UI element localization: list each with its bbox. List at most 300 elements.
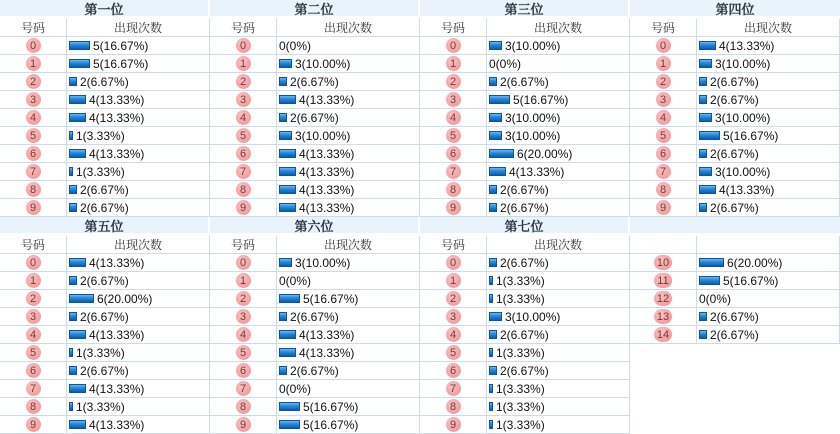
number-cell [0,290,67,308]
number-cell [0,181,67,199]
table-row [210,362,420,380]
frequency-cell [67,398,210,416]
frequency-label: 4(13.33%) [299,164,355,179]
table-row [0,308,210,326]
frequency-label: 5(16.67%) [303,399,359,414]
table-title [630,217,840,236]
frequency-cell [697,37,840,55]
number-cell [630,91,697,109]
number-badge: 5 [236,345,251,360]
frequency-label: 2(6.67%) [710,146,759,161]
frequency-cell [487,127,630,145]
frequency-cell [697,109,840,127]
number-badge: 1 [26,273,41,288]
frequency-cell [67,416,210,434]
number-badge: 0 [236,38,251,53]
frequency-label: 3(10.00%) [295,255,351,270]
table-row [630,145,840,163]
number-cell [210,254,277,272]
number-badge: 3 [446,92,461,107]
table-row [0,199,210,217]
number-cell [210,272,277,290]
frequency-label: 4(13.33%) [299,92,355,107]
number-badge: 4 [446,327,461,342]
frequency-label: 2(6.67%) [290,110,339,125]
frequency-label: 1(3.33%) [496,381,545,396]
number-cell [420,398,487,416]
frequency-cell [487,73,630,91]
frequency-bar [69,258,86,267]
frequency-cell [277,109,420,127]
number-badge: 11 [654,273,671,288]
number-cell [210,145,277,163]
table-row [630,91,840,109]
frequency-bar [69,203,77,212]
number-cell [630,326,697,344]
frequency-cell [697,127,840,145]
number-badge: 8 [26,182,41,197]
table-row [420,199,630,217]
number-cell [0,73,67,91]
table-row [420,326,630,344]
position-table-4 [630,0,840,217]
number-badge: 4 [26,327,41,342]
number-cell [420,127,487,145]
number-cell [420,380,487,398]
frequency-label: 3(10.00%) [505,110,561,125]
number-badge: 2 [26,74,41,89]
table-row [210,145,420,163]
column-header-number: 号码 [420,19,487,37]
frequency-cell [277,398,420,416]
number-cell [210,344,277,362]
frequency-label: 2(6.67%) [80,200,129,215]
frequency-bar [489,131,502,140]
frequency-bar [279,330,296,339]
number-cell [0,91,67,109]
frequency-label: 2(6.67%) [710,74,759,89]
frequency-bar [69,185,77,194]
frequency-cell [697,199,840,217]
table-row [0,73,210,91]
number-cell [630,55,697,73]
frequency-label: 2(6.67%) [500,255,549,270]
number-badge: 1 [26,56,41,71]
column-header-frequency: 出现次数 [277,236,420,254]
number-cell [0,308,67,326]
frequency-bar [699,167,712,176]
frequency-label: 4(13.33%) [89,92,145,107]
number-badge: 10 [654,255,672,270]
number-cell [420,272,487,290]
table-row [210,254,420,272]
table-row [420,127,630,145]
number-badge: 1 [446,273,461,288]
frequency-bar [699,258,724,267]
number-cell [420,37,487,55]
number-badge: 7 [26,381,41,396]
frequency-bar [489,95,510,104]
frequency-cell [487,181,630,199]
frequency-bar [69,59,90,68]
number-badge: 2 [446,291,461,306]
frequency-label: 1(3.33%) [496,345,545,360]
number-cell [630,109,697,127]
frequency-bar [699,77,707,86]
frequency-bar [279,312,287,321]
frequency-cell [67,308,210,326]
column-header-number: 号码 [630,19,697,37]
number-badge: 7 [656,164,671,179]
frequency-bar [69,149,86,158]
frequency-label: 2(6.67%) [710,309,759,324]
frequency-bar [279,131,292,140]
frequency-label: 0(0%) [279,381,312,396]
table-row [0,145,210,163]
frequency-label: 2(6.67%) [80,273,129,288]
frequency-label: 2(6.67%) [500,327,549,342]
table-row [420,272,630,290]
frequency-label: 1(3.33%) [496,399,545,414]
number-cell [630,199,697,217]
table-row [420,145,630,163]
frequency-label: 0(0%) [279,38,312,53]
table-row [210,326,420,344]
column-header-frequency: 出现次数 [67,236,210,254]
frequency-label: 4(13.33%) [89,255,145,270]
number-cell [0,362,67,380]
number-cell [210,181,277,199]
table-row [420,398,630,416]
number-cell [0,416,67,434]
number-badge: 3 [236,309,251,324]
number-cell [0,37,67,55]
frequency-label: 1(3.33%) [76,345,125,360]
table-row [630,199,840,217]
table-row [630,290,840,308]
table-header-row [210,236,420,254]
frequency-bar [699,203,707,212]
table-row [420,254,630,272]
frequency-label: 5(16.67%) [723,128,779,143]
frequency-label: 4(13.33%) [89,381,145,396]
number-cell [0,109,67,127]
number-badge: 3 [26,309,41,324]
frequency-cell [67,55,210,73]
number-badge: 3 [236,92,251,107]
frequency-bar [69,402,73,411]
frequency-label: 0(0%) [489,56,522,71]
frequency-bar [699,131,720,140]
number-cell [630,163,697,181]
number-badge: 3 [26,92,41,107]
frequency-cell [487,163,630,181]
frequency-cell [277,290,420,308]
frequency-bar [279,258,292,267]
frequency-cell [697,91,840,109]
frequency-label: 2(6.67%) [80,363,129,378]
frequency-cell [487,416,630,434]
table-row [630,181,840,199]
frequency-label: 4(13.33%) [719,38,775,53]
frequency-cell [277,199,420,217]
frequency-bar [279,203,296,212]
number-cell [630,73,697,91]
number-cell [0,326,67,344]
frequency-label: 2(6.67%) [500,74,549,89]
table-row [420,109,630,127]
number-badge: 12 [654,291,672,306]
frequency-cell [487,398,630,416]
number-badge: 1 [236,56,251,71]
frequency-cell [277,163,420,181]
frequency-label: 3(10.00%) [295,128,351,143]
frequency-label: 3(10.00%) [295,56,351,71]
frequency-label: 5(16.67%) [93,38,149,53]
frequency-label: 5(16.67%) [723,273,779,288]
table-row [420,344,630,362]
number-cell [210,398,277,416]
table-row [420,163,630,181]
frequency-label: 1(3.33%) [76,164,125,179]
frequency-cell [67,380,210,398]
number-cell [630,127,697,145]
frequency-label: 5(16.67%) [513,92,569,107]
frequency-cell [67,91,210,109]
table-row [630,254,840,272]
table-row [210,109,420,127]
frequency-label: 6(20.00%) [517,146,573,161]
number-cell [630,254,697,272]
frequency-bar [279,149,296,158]
table-title: 第六位 [210,217,420,236]
number-badge: 4 [656,110,671,125]
frequency-bar [69,77,77,86]
frequency-cell [487,380,630,398]
frequency-label: 2(6.67%) [500,363,549,378]
frequency-bar [279,366,287,375]
number-cell [210,199,277,217]
frequency-bar [489,167,506,176]
frequency-bar [279,77,287,86]
frequency-bar [699,185,716,194]
number-badge: 9 [446,200,461,215]
frequency-label: 2(6.67%) [290,309,339,324]
table-row [210,398,420,416]
table-title: 第三位 [420,0,630,19]
number-badge: 7 [26,164,41,179]
table-row [630,127,840,145]
frequency-cell [67,181,210,199]
frequency-bar [69,113,86,122]
frequency-bar [489,294,493,303]
frequency-cell [697,272,840,290]
table-row [420,416,630,434]
table-header-row [420,236,630,254]
column-header-frequency: 出现次数 [487,19,630,37]
frequency-label: 4(13.33%) [299,327,355,342]
frequency-bar [699,41,716,50]
table-row [0,272,210,290]
frequency-bar [489,330,497,339]
frequency-cell [697,73,840,91]
frequency-bar [69,41,90,50]
column-header-number [630,236,697,254]
number-cell [0,380,67,398]
number-badge: 14 [654,327,672,342]
table-row [630,163,840,181]
number-cell [420,416,487,434]
frequency-cell [277,272,420,290]
frequency-bar [699,312,707,321]
frequency-cell [697,55,840,73]
number-badge: 7 [446,164,461,179]
number-cell [210,362,277,380]
position-table-2 [210,0,420,217]
table-row [210,308,420,326]
number-badge: 6 [656,146,671,161]
number-badge: 6 [446,146,461,161]
position-table-6 [210,217,420,434]
number-cell [630,272,697,290]
frequency-cell [67,145,210,163]
column-header-number: 号码 [210,236,277,254]
number-cell [0,199,67,217]
frequency-label: 1(3.33%) [76,128,125,143]
frequency-bar [69,420,86,429]
number-badge: 5 [656,128,671,143]
number-cell [210,380,277,398]
table-row [210,199,420,217]
table-row [420,362,630,380]
table-row [0,416,210,434]
frequency-label: 3(10.00%) [715,164,771,179]
number-cell [630,181,697,199]
column-header-number: 号码 [210,19,277,37]
table-row [420,181,630,199]
number-badge: 2 [236,291,251,306]
number-badge: 9 [26,200,41,215]
number-badge: 8 [26,399,41,414]
frequency-bar [699,330,707,339]
position-table-5 [0,217,210,434]
table-row [420,380,630,398]
number-badge: 8 [446,399,461,414]
frequency-bar [489,77,497,86]
frequency-bar [699,149,707,158]
frequency-cell [487,199,630,217]
frequency-bar [489,185,497,194]
table-row [0,362,210,380]
number-badge: 0 [656,38,671,53]
frequency-cell [67,73,210,91]
table-row [420,37,630,55]
frequency-label: 5(16.67%) [303,417,359,432]
column-header-frequency [697,236,840,254]
table-row [0,326,210,344]
column-header-number: 号码 [0,236,67,254]
number-badge: 7 [236,381,251,396]
table-row [210,55,420,73]
frequency-cell [487,109,630,127]
frequency-bar [69,366,77,375]
table-row [0,127,210,145]
number-cell [210,290,277,308]
frequency-cell [277,181,420,199]
frequency-cell [697,326,840,344]
frequency-cell [487,145,630,163]
frequency-bar [489,420,493,429]
table-row [0,344,210,362]
frequency-bar [489,258,497,267]
frequency-label: 5(16.67%) [93,56,149,71]
table-row [420,73,630,91]
number-cell [420,362,487,380]
frequency-cell [487,254,630,272]
frequency-label: 0(0%) [699,291,732,306]
table-row [0,398,210,416]
number-badge: 0 [446,38,461,53]
frequency-bar [69,384,86,393]
table-row [0,290,210,308]
number-badge: 2 [656,74,671,89]
number-badge: 8 [656,182,671,197]
frequency-label: 4(13.33%) [299,146,355,161]
frequency-bar [69,167,73,176]
frequency-label: 3(10.00%) [715,56,771,71]
table-row [630,326,840,344]
table-row [210,127,420,145]
table-row [630,73,840,91]
table-row [210,380,420,398]
table-row [0,254,210,272]
number-cell [420,254,487,272]
number-badge: 1 [236,273,251,288]
number-cell [630,37,697,55]
number-badge: 5 [236,128,251,143]
frequency-label: 4(13.33%) [509,164,565,179]
frequency-bar [279,59,292,68]
frequency-cell [277,308,420,326]
number-badge: 6 [446,363,461,378]
frequency-cell [487,362,630,380]
number-cell [0,254,67,272]
frequency-cell [487,272,630,290]
number-cell [0,127,67,145]
frequency-cell [277,416,420,434]
frequency-bar [69,294,94,303]
frequency-label: 4(13.33%) [89,327,145,342]
frequency-cell [277,362,420,380]
table-row [0,37,210,55]
frequency-cell [697,145,840,163]
frequency-bar [489,276,493,285]
frequency-bar [279,294,300,303]
number-cell [420,326,487,344]
table-title: 第二位 [210,0,420,19]
frequency-cell [487,326,630,344]
frequency-cell [277,254,420,272]
frequency-label: 2(6.67%) [710,200,759,215]
frequency-label: 4(13.33%) [89,417,145,432]
frequency-cell [697,181,840,199]
frequency-label: 3(10.00%) [505,38,561,53]
frequency-label: 1(3.33%) [496,273,545,288]
position-table-7 [420,217,630,434]
frequency-bar [69,95,86,104]
table-row [0,91,210,109]
frequency-bar [489,41,502,50]
